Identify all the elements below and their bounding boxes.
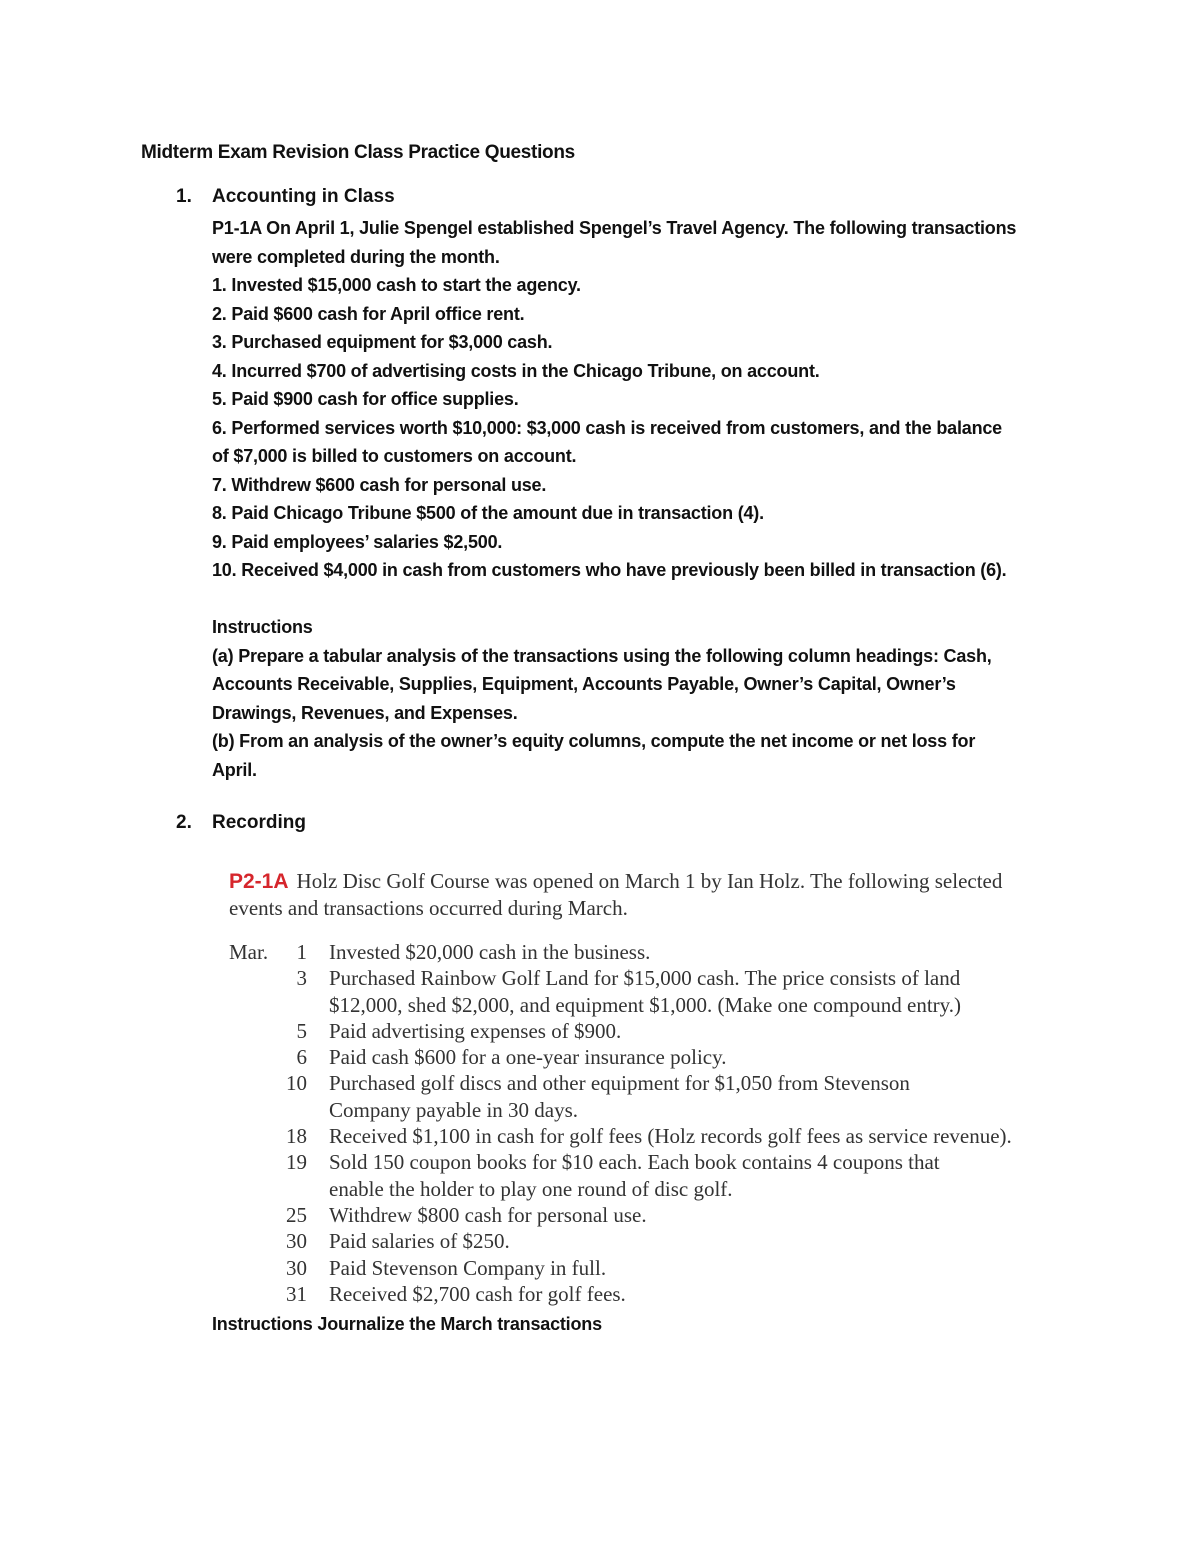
q1-instruction-b: April. [212, 759, 257, 780]
q1-transaction: of $7,000 is billed to customers on account. [212, 446, 577, 466]
list-item-continuation [229, 1097, 1129, 1123]
day-label: 3 [296, 966, 307, 991]
list-item [229, 939, 1129, 965]
entry-text: Withdrew $800 cash for personal use. [329, 1202, 647, 1227]
textbook-excerpt [229, 868, 1129, 1307]
month-label: Mar. [229, 940, 269, 964]
p2-intro-text: Holz Disc Golf Course was opened on March 1 by Ian Holz. The following selected [296, 869, 1003, 893]
p2-intro-line [229, 868, 1129, 895]
question-1-title: Accounting in Class [212, 186, 395, 207]
question-1-number: 1. [176, 186, 192, 207]
entry-text: Received $2,700 cash for golf fees. [329, 1281, 626, 1306]
q1-transaction: 10. Received $4,000 in cash from customers who have previously been billed in transaction (6). [212, 560, 1007, 580]
entry-text: Purchased Rainbow Golf Land for $15,000 cash. The price consists of land [329, 966, 961, 991]
entry-text: enable the holder to play one round of disc golf. [329, 1176, 733, 1201]
question-2-title: Recording [212, 812, 306, 833]
q2-instructions: Instructions Journalize the March transactions [212, 1314, 602, 1334]
q1-instruction-b: (b) From an analysis of the owner’s equity columns, compute the net income or net loss for [212, 731, 976, 751]
day-label: 18 [286, 1124, 307, 1149]
list-item-continuation [229, 1176, 1129, 1202]
day-label: 30 [286, 1229, 307, 1254]
day-label: 5 [296, 1018, 307, 1043]
list-item [229, 1228, 1129, 1254]
list-item [229, 1202, 1129, 1228]
day-label: 6 [296, 1045, 307, 1070]
q1-intro-line: P1-1A On April 1, Julie Spengel established Spengel’s Travel Agency. The following transactions [212, 218, 1017, 238]
q1-transaction: 7. Withdrew $600 cash for personal use. [212, 474, 547, 495]
problem-tag: P2-1A [229, 870, 289, 893]
q1-instruction-a: (a) Prepare a tabular analysis of the transactions using the following column headings: Cash, [212, 645, 992, 666]
q1-transaction: 6. Performed services worth $10,000: $3,000 cash is received from customers, and the balance [212, 417, 1002, 438]
q1-transaction: 5. Paid $900 cash for office supplies. [212, 389, 519, 409]
list-item [229, 1018, 1129, 1044]
entry-text: Paid advertising expenses of $900. [329, 1018, 622, 1043]
day-label: 31 [286, 1281, 307, 1306]
list-item [229, 1123, 1129, 1149]
list-item [229, 1149, 1129, 1175]
q1-instruction-a: Accounts Receivable, Supplies, Equipment, Accounts Payable, Owner’s Capital, Owner’s [212, 674, 956, 694]
transaction-list [229, 939, 1129, 1307]
q1-instructions-label: Instructions [212, 617, 313, 637]
q1-instruction-a: Drawings, Revenues, and Expenses. [212, 702, 518, 723]
q1-transaction: 1. Invested $15,000 cash to start the agency. [212, 275, 581, 295]
day-label: 19 [286, 1150, 307, 1175]
question-2-number: 2. [176, 812, 192, 833]
list-item [229, 1281, 1129, 1307]
list-item [229, 965, 1129, 991]
q1-transaction: 2. Paid $600 cash for April office rent. [212, 303, 525, 324]
q1-transaction: 8. Paid Chicago Tribune $500 of the amount due in transaction (4). [212, 503, 764, 523]
q1-transaction: 4. Incurred $700 of advertising costs in the Chicago Tribune, on account. [212, 360, 820, 381]
document-title: Midterm Exam Revision Class Practice Questions [141, 142, 575, 163]
entry-text: $12,000, shed $2,000, and equipment $1,000. (Make one compound entry.) [329, 992, 962, 1017]
entry-text: Invested $20,000 cash in the business. [329, 940, 651, 964]
entry-text: Paid Stevenson Company in full. [329, 1255, 607, 1280]
question-1-body [212, 214, 1072, 784]
entry-text: Purchased golf discs and other equipment for $1,050 from Stevenson [329, 1071, 910, 1096]
entry-text: Received $1,100 in cash for golf fees (Holz records golf fees as service revenue). [329, 1124, 1012, 1149]
q1-transaction: 3. Purchased equipment for $3,000 cash. [212, 332, 553, 352]
entry-text: Company payable in 30 days. [329, 1097, 579, 1122]
p2-intro-line: events and transactions occurred during March. [229, 896, 628, 920]
entry-text: Paid salaries of $250. [329, 1229, 510, 1254]
list-item [229, 1255, 1129, 1281]
day-label: 25 [286, 1202, 307, 1227]
q1-intro-line: were completed during the month. [212, 246, 500, 267]
entry-text: Sold 150 coupon books for $10 each. Each book contains 4 coupons that [329, 1150, 940, 1175]
entry-text: Paid cash $600 for a one-year insurance policy. [329, 1045, 727, 1070]
day-label: 1 [296, 940, 307, 964]
day-label: 30 [286, 1255, 307, 1280]
list-item-continuation [229, 992, 1129, 1018]
list-item [229, 1070, 1129, 1096]
list-item [229, 1044, 1129, 1070]
q1-transaction: 9. Paid employees’ salaries $2,500. [212, 531, 503, 552]
day-label: 10 [286, 1071, 307, 1096]
